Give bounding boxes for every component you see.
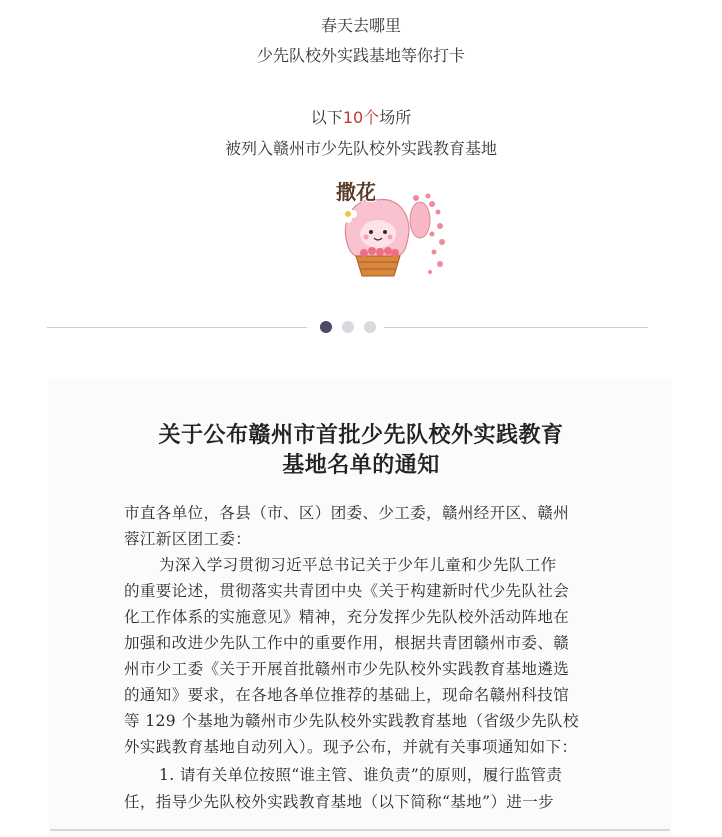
sticker-text: 撒花 — [336, 180, 376, 204]
document-line: 加强和改进少先队工作中的重要作用，根据共青团赣州市委、赣 — [124, 634, 570, 652]
carousel-dot-3[interactable] — [364, 321, 376, 333]
peach-sticker — [328, 176, 448, 286]
document-line: 任，指导少先队校外实践教育基地（以下简称“基地”）进一步 — [124, 793, 555, 811]
document-line: 1. 请有关单位按照“谁主管、谁负责”的原则，履行监管责 — [159, 766, 563, 784]
document-line: 州市少工委《关于开展首批赣州市少先队校外实践教育基地遴选 — [124, 660, 570, 678]
document-line: 等 129 个基地为赣州市少先队校外实践教育基地（省级少先队校 — [124, 712, 579, 730]
document-line: 蓉江新区团工委： — [124, 530, 252, 548]
document-line: 的通知》要求，在各地各单位推荐的基础上，现命名赣州科技馆 — [124, 686, 570, 704]
document-line: 化工作体系的实施意见》精神，充分发挥少先队校外活动阵地在 — [124, 608, 570, 626]
intro-count-highlight: 10个 — [342, 108, 380, 127]
carousel-divider-right — [384, 327, 648, 328]
document-bottom-edge — [50, 829, 670, 831]
intro-line-1: 春天去哪里 — [320, 16, 401, 35]
intro-line-4: 被列入赣州市少先队校外实践教育基地 — [224, 139, 497, 158]
carousel-dots[interactable] — [318, 321, 378, 335]
carousel-dot-2[interactable] — [342, 321, 354, 333]
document-title-line-1: 关于公布赣州市首批少先队校外实践教育 — [158, 422, 564, 448]
document-title-line-2: 基地名单的通知 — [282, 452, 440, 478]
intro-line-2: 少先队校外实践基地等你打卡 — [256, 46, 465, 65]
document-line: 的重要论述，贯彻落实共青团中央《关于构建新时代少先队社会 — [124, 582, 570, 600]
carousel-divider-left — [47, 327, 307, 328]
intro-line-3-before: 以下 — [310, 108, 343, 127]
intro-line-3 — [0, 107, 722, 129]
carousel-dot-1[interactable] — [320, 321, 332, 333]
document-line: 为深入学习贯彻习近平总书记关于少年儿童和少先队工作 — [159, 556, 557, 574]
intro-line-3-after: 场所 — [379, 108, 412, 127]
document-line: 外实践教育基地自动列入）。现予公布，并就有关事项通知如下： — [124, 738, 578, 756]
document-line: 市直各单位，各县（市、区）团委、少工委，赣州经开区、赣州 — [124, 504, 570, 522]
